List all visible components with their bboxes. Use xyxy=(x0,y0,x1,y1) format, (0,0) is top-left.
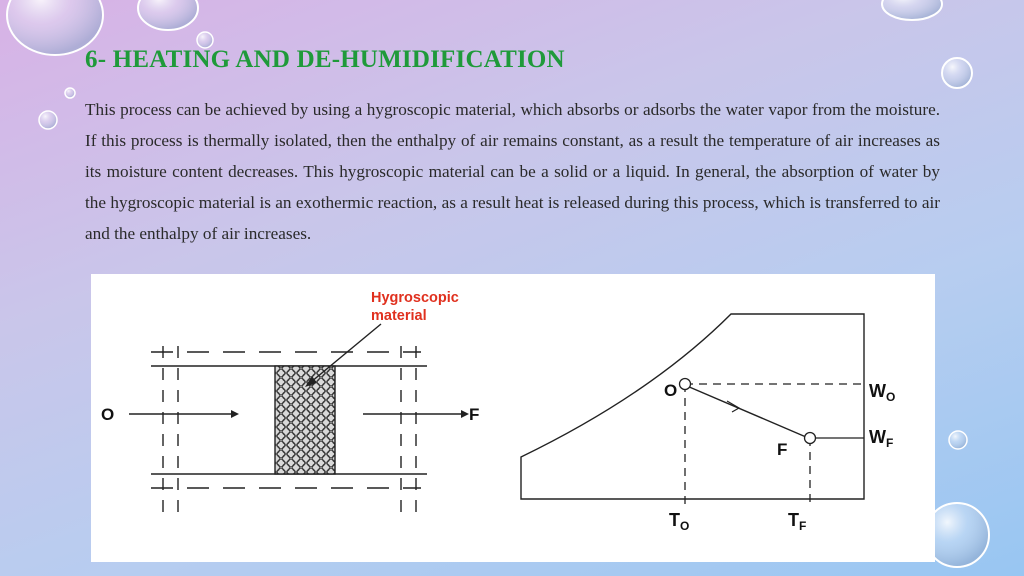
temperature-tf-label: $T_F$ xyxy=(788,510,807,533)
temperature-to-label: $T_O$ xyxy=(669,510,690,533)
callout-label-line1: Hygroscopic xyxy=(371,290,459,306)
process-figure xyxy=(91,274,935,562)
humidity-wo-label: $W_O$ xyxy=(869,381,896,404)
water-drop-icon xyxy=(138,0,198,30)
water-drop-icon xyxy=(39,111,57,129)
water-drop-icon xyxy=(949,431,967,449)
state-f-label: F xyxy=(777,440,788,459)
humidity-wf-label: $W_F$ xyxy=(869,427,894,450)
state-point-o xyxy=(680,379,691,390)
hygroscopic-material-block xyxy=(275,366,335,474)
callout-label-line2: material xyxy=(371,308,427,324)
outlet-label: F xyxy=(469,405,480,424)
state-point-f xyxy=(805,433,816,444)
process-diagram xyxy=(91,274,935,562)
state-o-label: O xyxy=(664,381,678,400)
slide-title: 6- HEATING AND DE-HUMIDIFICATION xyxy=(85,46,565,73)
water-drop-icon xyxy=(882,0,942,20)
body-paragraph: This process can be achieved by using a hygroscopic material, which absorbs or adsorbs the water vapor from the moisture. If this process is thermally isolated, then the enthalpy of air remains constant, as a result the temperature of air increases as its moisture content decreases. This hygroscopic material can be a solid or a liquid. In general, the absorption of water by the hygroscopic material is an exothermic reaction, as a result heat is released during this process, which is transferred to air and the enthalpy of air increases. xyxy=(85,100,940,243)
water-drop-icon xyxy=(942,58,972,88)
inlet-label: O xyxy=(101,405,115,424)
psychrometric-chart-outline xyxy=(521,314,864,499)
water-drop-icon xyxy=(65,88,75,98)
